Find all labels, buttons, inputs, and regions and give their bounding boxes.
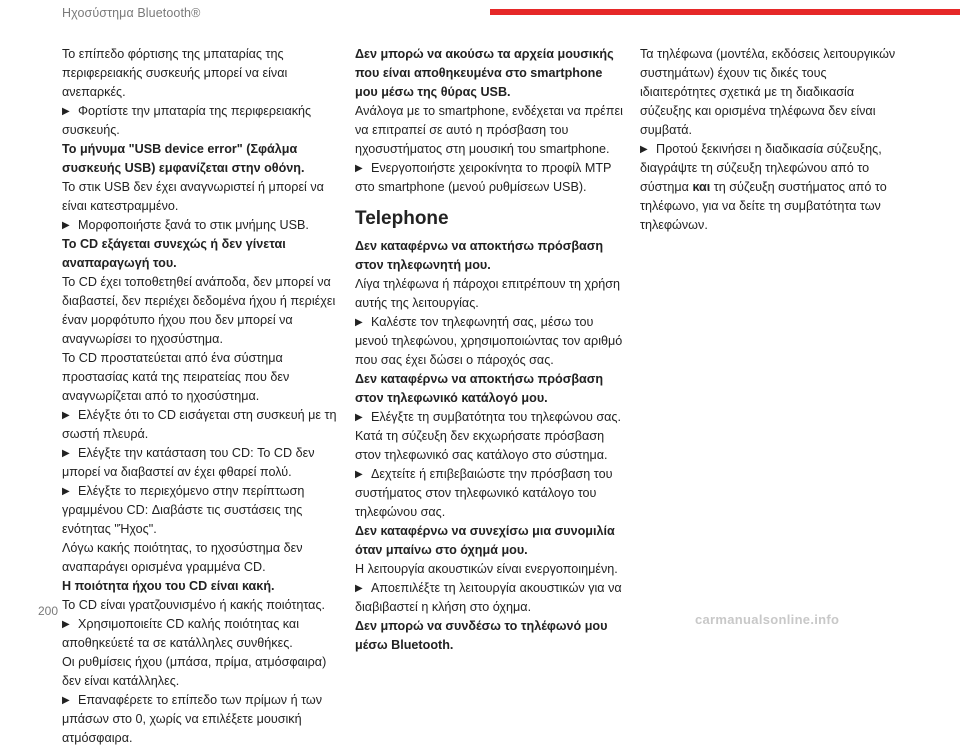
paragraph: Το CD είναι γρατζουνισμένο ή κακής ποιότητας. (62, 598, 326, 612)
problem-heading: Το μήνυμα "USB device error" (Σφάλμα συσκευής USB) εμφανίζεται στην οθόνη. (62, 142, 305, 175)
paragraph: Οι ρυθμίσεις ήχου (μπάσα, πρίμα, ατμόσφαιρα) δεν είναι κατάλληλες. (62, 655, 327, 688)
paragraph: Η λειτουργία ακουστικών είναι ενεργοποιημένη. (355, 562, 618, 576)
paragraph: Κατά τη σύζευξη δεν εκχωρήσατε πρόσβαση στον τηλεφωνικό σας κατάλογο στο σύστημα. (355, 429, 608, 462)
column-3 (640, 45, 902, 235)
action-text: Ελέγξτε ότι το CD εισάγεται στη συσκευή με τη σωστή πλευρά. (62, 408, 337, 441)
action-text: Αποεπιλέξτε τη λειτουργία ακουστικών για να διαβιβαστεί η κλήση στο όχημα. (355, 581, 622, 614)
action-text-start: Προτού ξεκινήσει η διαδικασία σύζευξης, διαγράψτε τη σύζευξη τηλεφώνου από το σύστημα (640, 142, 882, 194)
paragraph: Λίγα τηλέφωνα ή πάροχοι επιτρέπουν τη χρήση αυτής της λειτουργίας. (355, 277, 621, 310)
action-text: Ενεργοποιήστε χειροκίνητα το προφίλ MTP στο smartphone (μενού ρυθμίσεων USB). (355, 161, 612, 194)
arrow-icon: ▶ (355, 469, 363, 480)
paragraph: Το στικ USB δεν έχει αναγνωριστεί ή μπορεί να είναι κατεστραμμένο. (62, 180, 324, 213)
action-item (62, 482, 340, 539)
problem-heading: Το CD εξάγεται συνεχώς ή δεν γίνεται αναπαραγωγή του. (62, 237, 286, 270)
arrow-icon: ▶ (355, 583, 363, 594)
arrow-icon: ▶ (62, 619, 70, 630)
paragraph: Τα τηλέφωνα (μοντέλα, εκδόσεις λειτουργικών συστημάτων) έχουν τις δικές τους ιδιαιτερότητες σχετικά με τη διαδικασία σύζευξης και ορισμένα τηλέφωνα δεν είναι συμβατά. (640, 47, 896, 137)
arrow-icon: ▶ (355, 412, 363, 423)
action-text: Μορφοποιήστε ξανά το στικ μνήμης USB. (78, 218, 309, 232)
action-text: Καλέστε τον τηλεφωνητή σας, μέσω του μενού τηλεφώνου, χρησιμοποιώντας τον αριθμό που σας έχει δώσει ο πάροχός σας. (355, 315, 623, 367)
arrow-icon: ▶ (355, 317, 363, 328)
action-item (355, 579, 625, 617)
arrow-icon: ▶ (640, 144, 648, 155)
action-text: Χρησιμοποιείτε CD καλής ποιότητας και αποθηκεύετέ τα σε κατάλληλες συνθήκες. (62, 617, 299, 650)
arrow-icon: ▶ (62, 695, 70, 706)
arrow-icon: ▶ (62, 220, 70, 231)
problem-heading: Η ποιότητα ήχου του CD είναι κακή. (62, 579, 275, 593)
arrow-icon: ▶ (62, 410, 70, 421)
action-item (62, 406, 340, 444)
paragraph: Το CD έχει τοποθετηθεί ανάποδα, δεν μπορεί να διαβαστεί, δεν περιέχει δεδομένα ήχου ή περιέχει έναν μορφότυπο ήχου που δεν μπορεί να αναγνωρίσει το ηχοσύστημα. (62, 275, 336, 346)
action-item (355, 465, 625, 522)
action-text-emphasis: και (692, 180, 711, 194)
action-item (355, 313, 625, 370)
arrow-icon: ▶ (62, 106, 70, 117)
paragraph: Το επίπεδο φόρτισης της μπαταρίας της περιφερειακής συσκευής μπορεί να είναι ανεπαρκές. (62, 47, 288, 99)
arrow-icon: ▶ (62, 448, 70, 459)
action-text: Ελέγξτε την κατάσταση του CD: Το CD δεν μπορεί να διαβαστεί αν έχει φθαρεί πολύ. (62, 446, 315, 479)
action-item (62, 102, 340, 140)
problem-heading: Δεν καταφέρνω να συνεχίσω μια συνομιλία όταν μπαίνω στο όχημά μου. (355, 524, 615, 557)
header-accent-bar (490, 9, 960, 15)
action-text: Φορτίστε την μπαταρία της περιφερειακής συσκευής. (62, 104, 312, 137)
action-text: Ελέγξτε το περιεχόμενο στην περίπτωση γραμμένου CD: Διαβάστε τις συστάσεις της ενότητας "Ήχος". (62, 484, 305, 536)
action-item (62, 444, 340, 482)
action-item (62, 691, 340, 748)
action-item (62, 615, 340, 653)
section-title: Telephone (355, 208, 449, 229)
header-title: Ηχοσύστημα Bluetooth® (62, 6, 201, 20)
arrow-icon: ▶ (62, 486, 70, 497)
action-text-end: τη σύζευξη συστήματος από το τηλέφωνο, για να δείτε τη συμβατότητα των τηλεφώνων. (640, 180, 887, 232)
problem-heading: Δεν καταφέρνω να αποκτήσω πρόσβαση στον τηλεφωνητή μου. (355, 239, 604, 272)
page-number: 200 (38, 604, 59, 618)
action-item (355, 159, 625, 197)
problem-heading: Δεν καταφέρνω να αποκτήσω πρόσβαση στον τηλεφωνικό κατάλογό μου. (355, 372, 604, 405)
arrow-icon: ▶ (355, 163, 363, 174)
action-text: Ελέγξτε τη συμβατότητα του τηλεφώνου σας. (371, 410, 621, 424)
paragraph: Το CD προστατεύεται από ένα σύστημα προστασίας κατά της πειρατείας που δεν αναγνωρίζεται από το ηχοσύστημα. (62, 351, 290, 403)
action-item (355, 408, 625, 427)
problem-heading: Δεν μπορώ να συνδέσω το τηλέφωνό μου μέσω Bluetooth. (355, 619, 608, 652)
action-item (640, 140, 902, 235)
problem-heading: Δεν μπορώ να ακούσω τα αρχεία μουσικής που είναι αποθηκευμένα στο smartphone μου μέσω της θύρας USB. (355, 47, 614, 99)
action-item (62, 216, 340, 235)
paragraph: Ανάλογα με το smartphone, ενδέχεται να πρέπει να επιτραπεί σε αυτό η πρόσβαση του ηχοσυστήματος στη μουσική του smartphone. (355, 104, 623, 156)
action-text: Επαναφέρετε το επίπεδο των πρίμων ή των μπάσων στο 0, χωρίς να επιλέξετε μουσική ατμόσφαιρα. (62, 693, 323, 745)
action-text: Δεχτείτε ή επιβεβαιώστε την πρόσβαση του συστήματος στον τηλεφωνικό κατάλογο του τηλεφώνου σας. (355, 467, 613, 519)
column-1 (62, 45, 340, 748)
paragraph: Λόγω κακής ποιότητας, το ηχοσύστημα δεν αναπαράγει ορισμένα γραμμένα CD. (62, 541, 303, 574)
column-2 (355, 45, 625, 655)
watermark: carmanualsonline.info (695, 612, 840, 627)
